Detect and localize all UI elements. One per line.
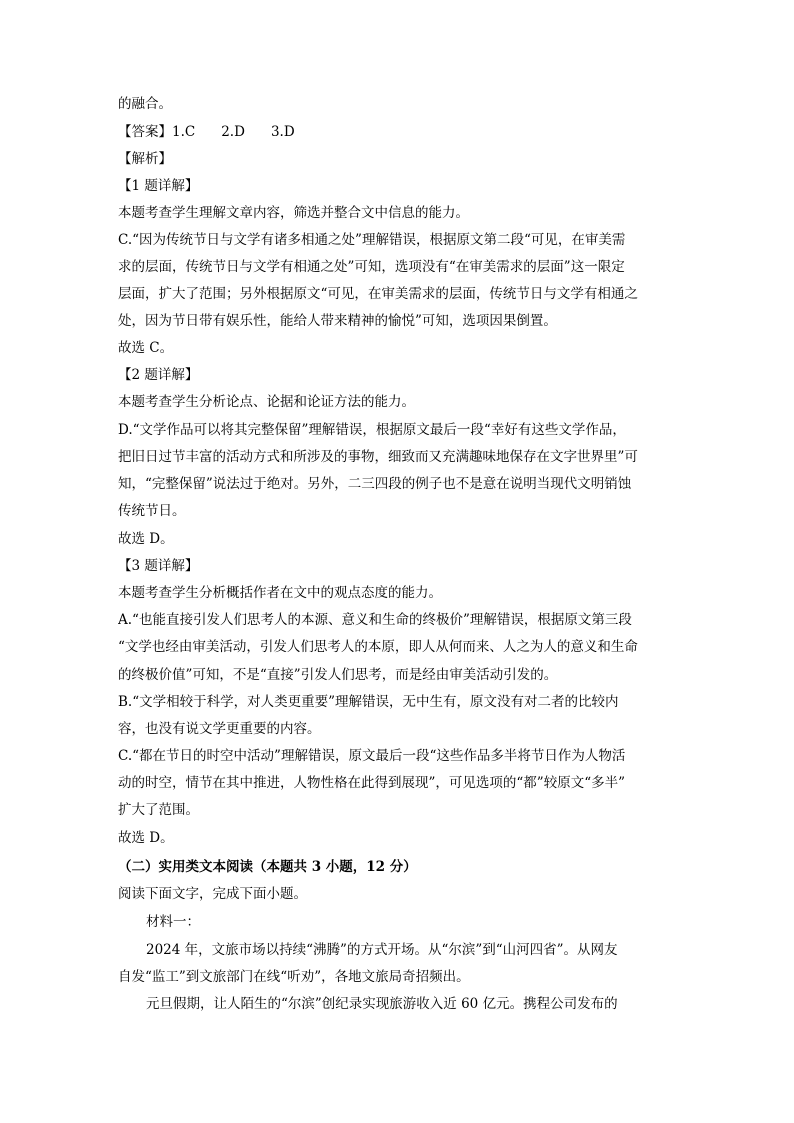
text-line: 扩大了范围。	[118, 802, 199, 818]
section-heading-3: 【3 题详解】	[118, 558, 199, 574]
text-line: 故选 D。	[118, 531, 174, 547]
answer-1: 1.C	[172, 124, 196, 140]
text-line: 知，“完整保留”说法过于绝对。另外，二三四段的例子也不是意在说明当现代文明销蚀	[118, 476, 632, 492]
text-line: 传统节日。	[118, 503, 186, 519]
text-line: 容，也没有说文学更重要的内容。	[118, 721, 321, 737]
analysis-heading: 【解析】	[118, 151, 172, 167]
text-line: C.“都在节日的时空中活动”理解错误，原文最后一段“这些作品多半将节日作为人物活	[118, 748, 626, 764]
text-line: 层面，扩大了范围；另外根据原文“可见，在审美需求的层面，传统节日与文学有相通之	[118, 286, 638, 302]
section-title: （二）实用类文本阅读（本题共 3 小题，12 分）	[118, 859, 417, 875]
text-line: 材料一：	[146, 914, 200, 930]
text-line: 把旧日过节丰富的活动方式和所涉及的事物，细致而又充满趣味地保存在文字世界里”可	[118, 449, 638, 465]
text-line: “文学也经由审美活动，引发人们思考人的本原，即人从何而来、人之为人的意义和生命	[118, 639, 638, 655]
answer-2: 2.D	[221, 124, 245, 140]
text-line: 自发“监工”到文旅部门在线“听劝”，各地文旅局奇招频出。	[118, 969, 470, 985]
text-line: B.“文学相较于科学，对人类更重要”理解错误，无中生有，原文没有对二者的比较内	[118, 694, 619, 710]
text-line: 2024 年，文旅市场以持续“沸腾”的方式开场。从“尔滨”到“山河四省”。从网友	[146, 942, 618, 958]
text-line: 元旦假期，让人陌生的“尔滨”创纪录实现旅游收入近 60 亿元。携程公司发布的	[146, 996, 618, 1012]
text-line: 故选 C。	[118, 340, 174, 356]
text-line: D.“文学作品可以将其完整保留”理解错误，根据原文最后一段“幸好有这些文学作品，	[118, 422, 626, 438]
text-line: 本题考查学生分析论点、论据和论证方法的能力。	[118, 394, 415, 410]
text-line: C.“因为传统节日与文学有诸多相通之处”理解错误，根据原文第二段“可见，在审美需	[118, 232, 626, 248]
answer-label: 【答案】	[118, 124, 172, 140]
text-line: 的融合。	[118, 96, 172, 112]
text-line: A.“也能直接引发人们思考人的本源、意义和生命的终极价”理解错误，根据原文第三段	[118, 612, 632, 628]
text-line: 本题考查学生理解文章内容，筛选并整合文中信息的能力。	[118, 205, 469, 221]
section-heading-1: 【1 题详解】	[118, 178, 199, 194]
text-line: 阅读下面文字，完成下面小题。	[118, 886, 307, 902]
text-line: 动的时空，情节在其中推进，人物性格在此得到展现”，可见选项的“都”较原文“多半”	[118, 775, 626, 791]
text-line: 本题考查学生分析概括作者在文中的观点态度的能力。	[118, 585, 442, 601]
answer-3: 3.D	[270, 124, 295, 140]
answer-line	[118, 122, 678, 142]
text-line: 的终极价值”可知，不是“直接”引发人们思考，而是经由审美活动引发的。	[118, 667, 558, 683]
text-line: 处，因为节日带有娱乐性，能给人带来精神的愉悦”可知，选项因果倒置。	[118, 313, 557, 329]
text-line: 故选 D。	[118, 830, 174, 846]
text-line: 求的层面，传统节日与文学有相通之处”可知，选项没有“在审美需求的层面”这一限定	[118, 259, 625, 275]
section-heading-2: 【2 题详解】	[118, 367, 199, 383]
